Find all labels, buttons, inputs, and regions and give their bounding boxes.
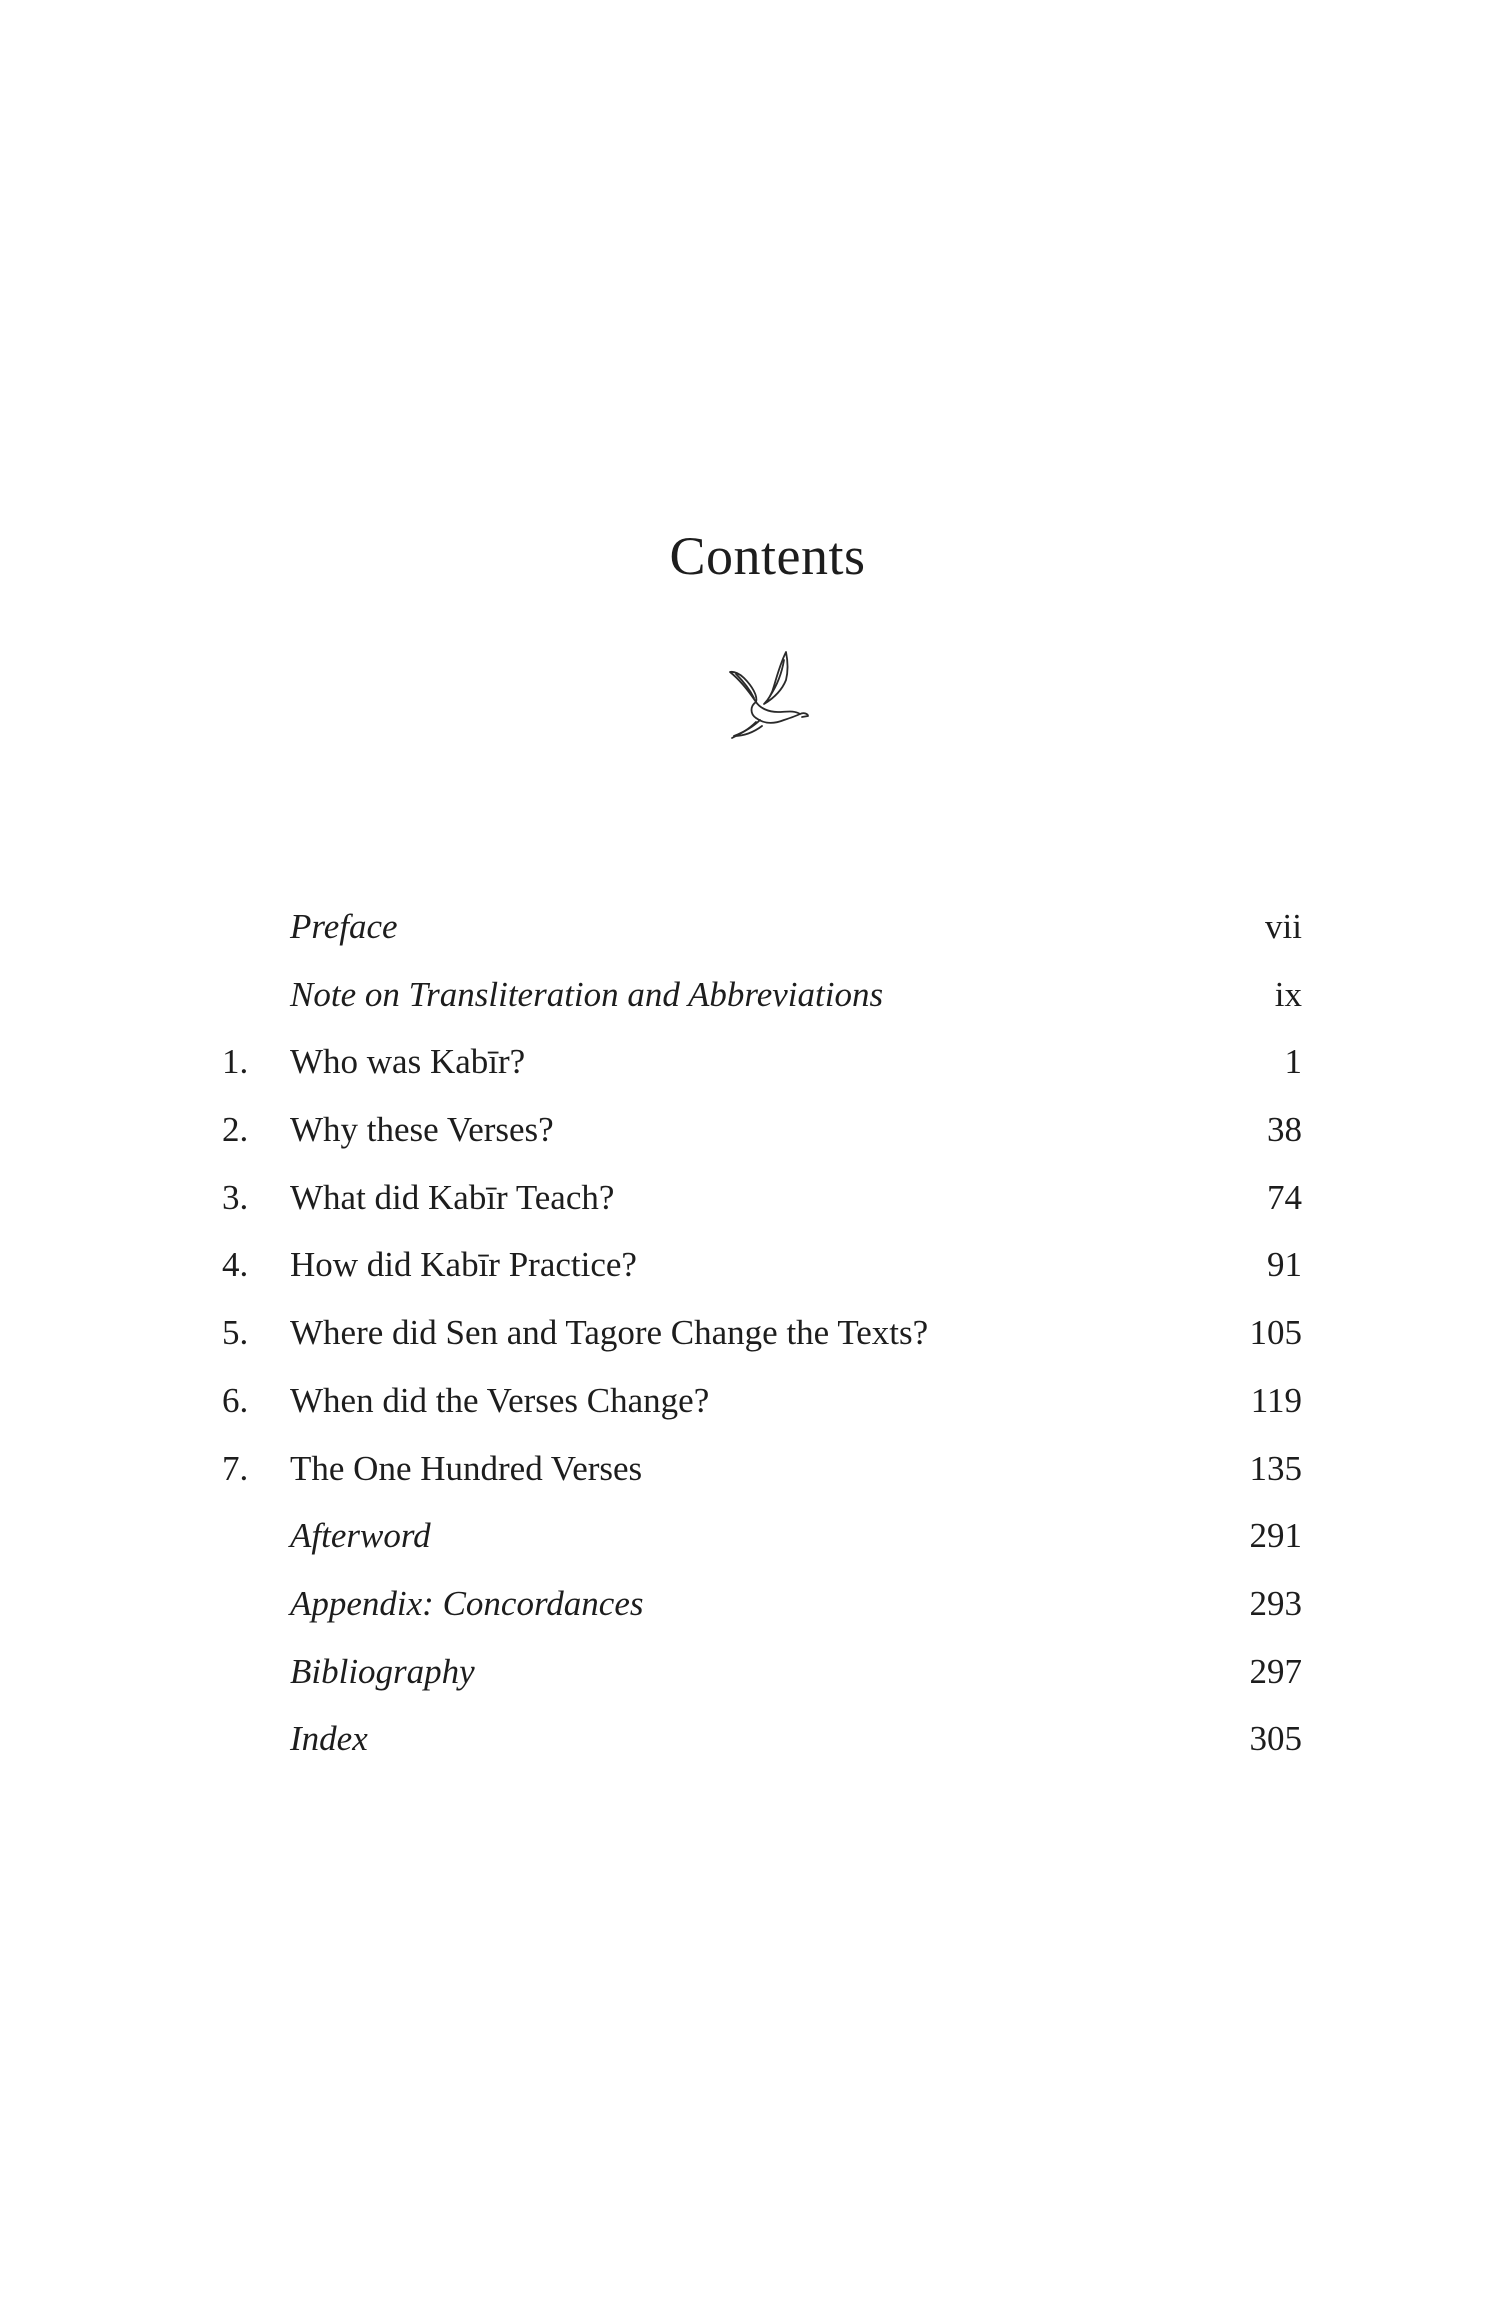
toc-entry[interactable]	[222, 1308, 1302, 1376]
toc-entry-title: Afterword	[290, 1516, 431, 1556]
toc-entry-page: 297	[1249, 1651, 1302, 1691]
page-title: Contents	[669, 526, 866, 586]
toc-entry-number: 2.	[222, 1110, 249, 1150]
toc-entry-page: 91	[1267, 1245, 1302, 1285]
toc-entry-page: 291	[1249, 1516, 1302, 1556]
toc-entry[interactable]	[222, 1444, 1302, 1512]
toc-entry-number: 4.	[222, 1245, 249, 1285]
toc-entry-title: What did Kabīr Teach?	[290, 1177, 615, 1217]
toc-entry[interactable]	[222, 1037, 1302, 1105]
toc-entry-page: vii	[1265, 907, 1302, 946]
toc-entry-title: Where did Sen and Tagore Change the Texts?	[290, 1313, 929, 1353]
toc-entry-page: 74	[1267, 1177, 1302, 1217]
toc-entry[interactable]	[222, 1511, 1302, 1579]
toc-entry-title: Index	[290, 1719, 368, 1759]
toc-entry[interactable]	[222, 1376, 1302, 1444]
toc-entry-number: 7.	[222, 1448, 249, 1488]
toc-entry-number: 5.	[222, 1313, 249, 1353]
toc-entry[interactable]	[222, 1173, 1302, 1241]
toc-entry-number: 3.	[222, 1177, 249, 1217]
toc-entry[interactable]	[222, 970, 1302, 1038]
toc-entry-title: Appendix: Concordances	[290, 1583, 644, 1623]
toc-entry-page: 105	[1249, 1313, 1302, 1353]
dove-icon	[726, 650, 810, 742]
toc-entry-title: Preface	[290, 907, 398, 946]
toc-entry-page: 135	[1249, 1448, 1302, 1488]
toc-entry-page: 1	[1284, 1042, 1302, 1082]
toc-entry-page: 119	[1250, 1380, 1302, 1420]
toc-entry-page: 38	[1267, 1110, 1302, 1150]
toc-entry-title: The One Hundred Verses	[290, 1448, 643, 1488]
toc-entry-title: Who was Kabīr?	[290, 1042, 526, 1082]
toc-entry-title: How did Kabīr Practice?	[290, 1245, 637, 1285]
toc-entry[interactable]	[222, 1105, 1302, 1173]
toc-entry-number: 6.	[222, 1380, 249, 1420]
toc-entry[interactable]	[222, 902, 1302, 970]
toc-entry-number: 1.	[222, 1042, 249, 1082]
toc-entry[interactable]	[222, 1579, 1302, 1647]
toc-entry-page: 293	[1249, 1583, 1302, 1623]
toc-entry-title: Bibliography	[290, 1651, 475, 1691]
toc-entry[interactable]	[222, 1647, 1302, 1715]
toc-entry-title: Why these Verses?	[290, 1110, 554, 1150]
toc-entry[interactable]	[222, 1240, 1302, 1308]
table-of-contents	[222, 902, 1302, 1782]
toc-entry-title: When did the Verses Change?	[290, 1380, 710, 1420]
toc-entry-page: 305	[1249, 1719, 1302, 1759]
toc-entry-title: Note on Transliteration and Abbreviations	[290, 974, 884, 1014]
toc-entry-page: ix	[1274, 974, 1302, 1014]
toc-entry[interactable]	[222, 1714, 1302, 1782]
